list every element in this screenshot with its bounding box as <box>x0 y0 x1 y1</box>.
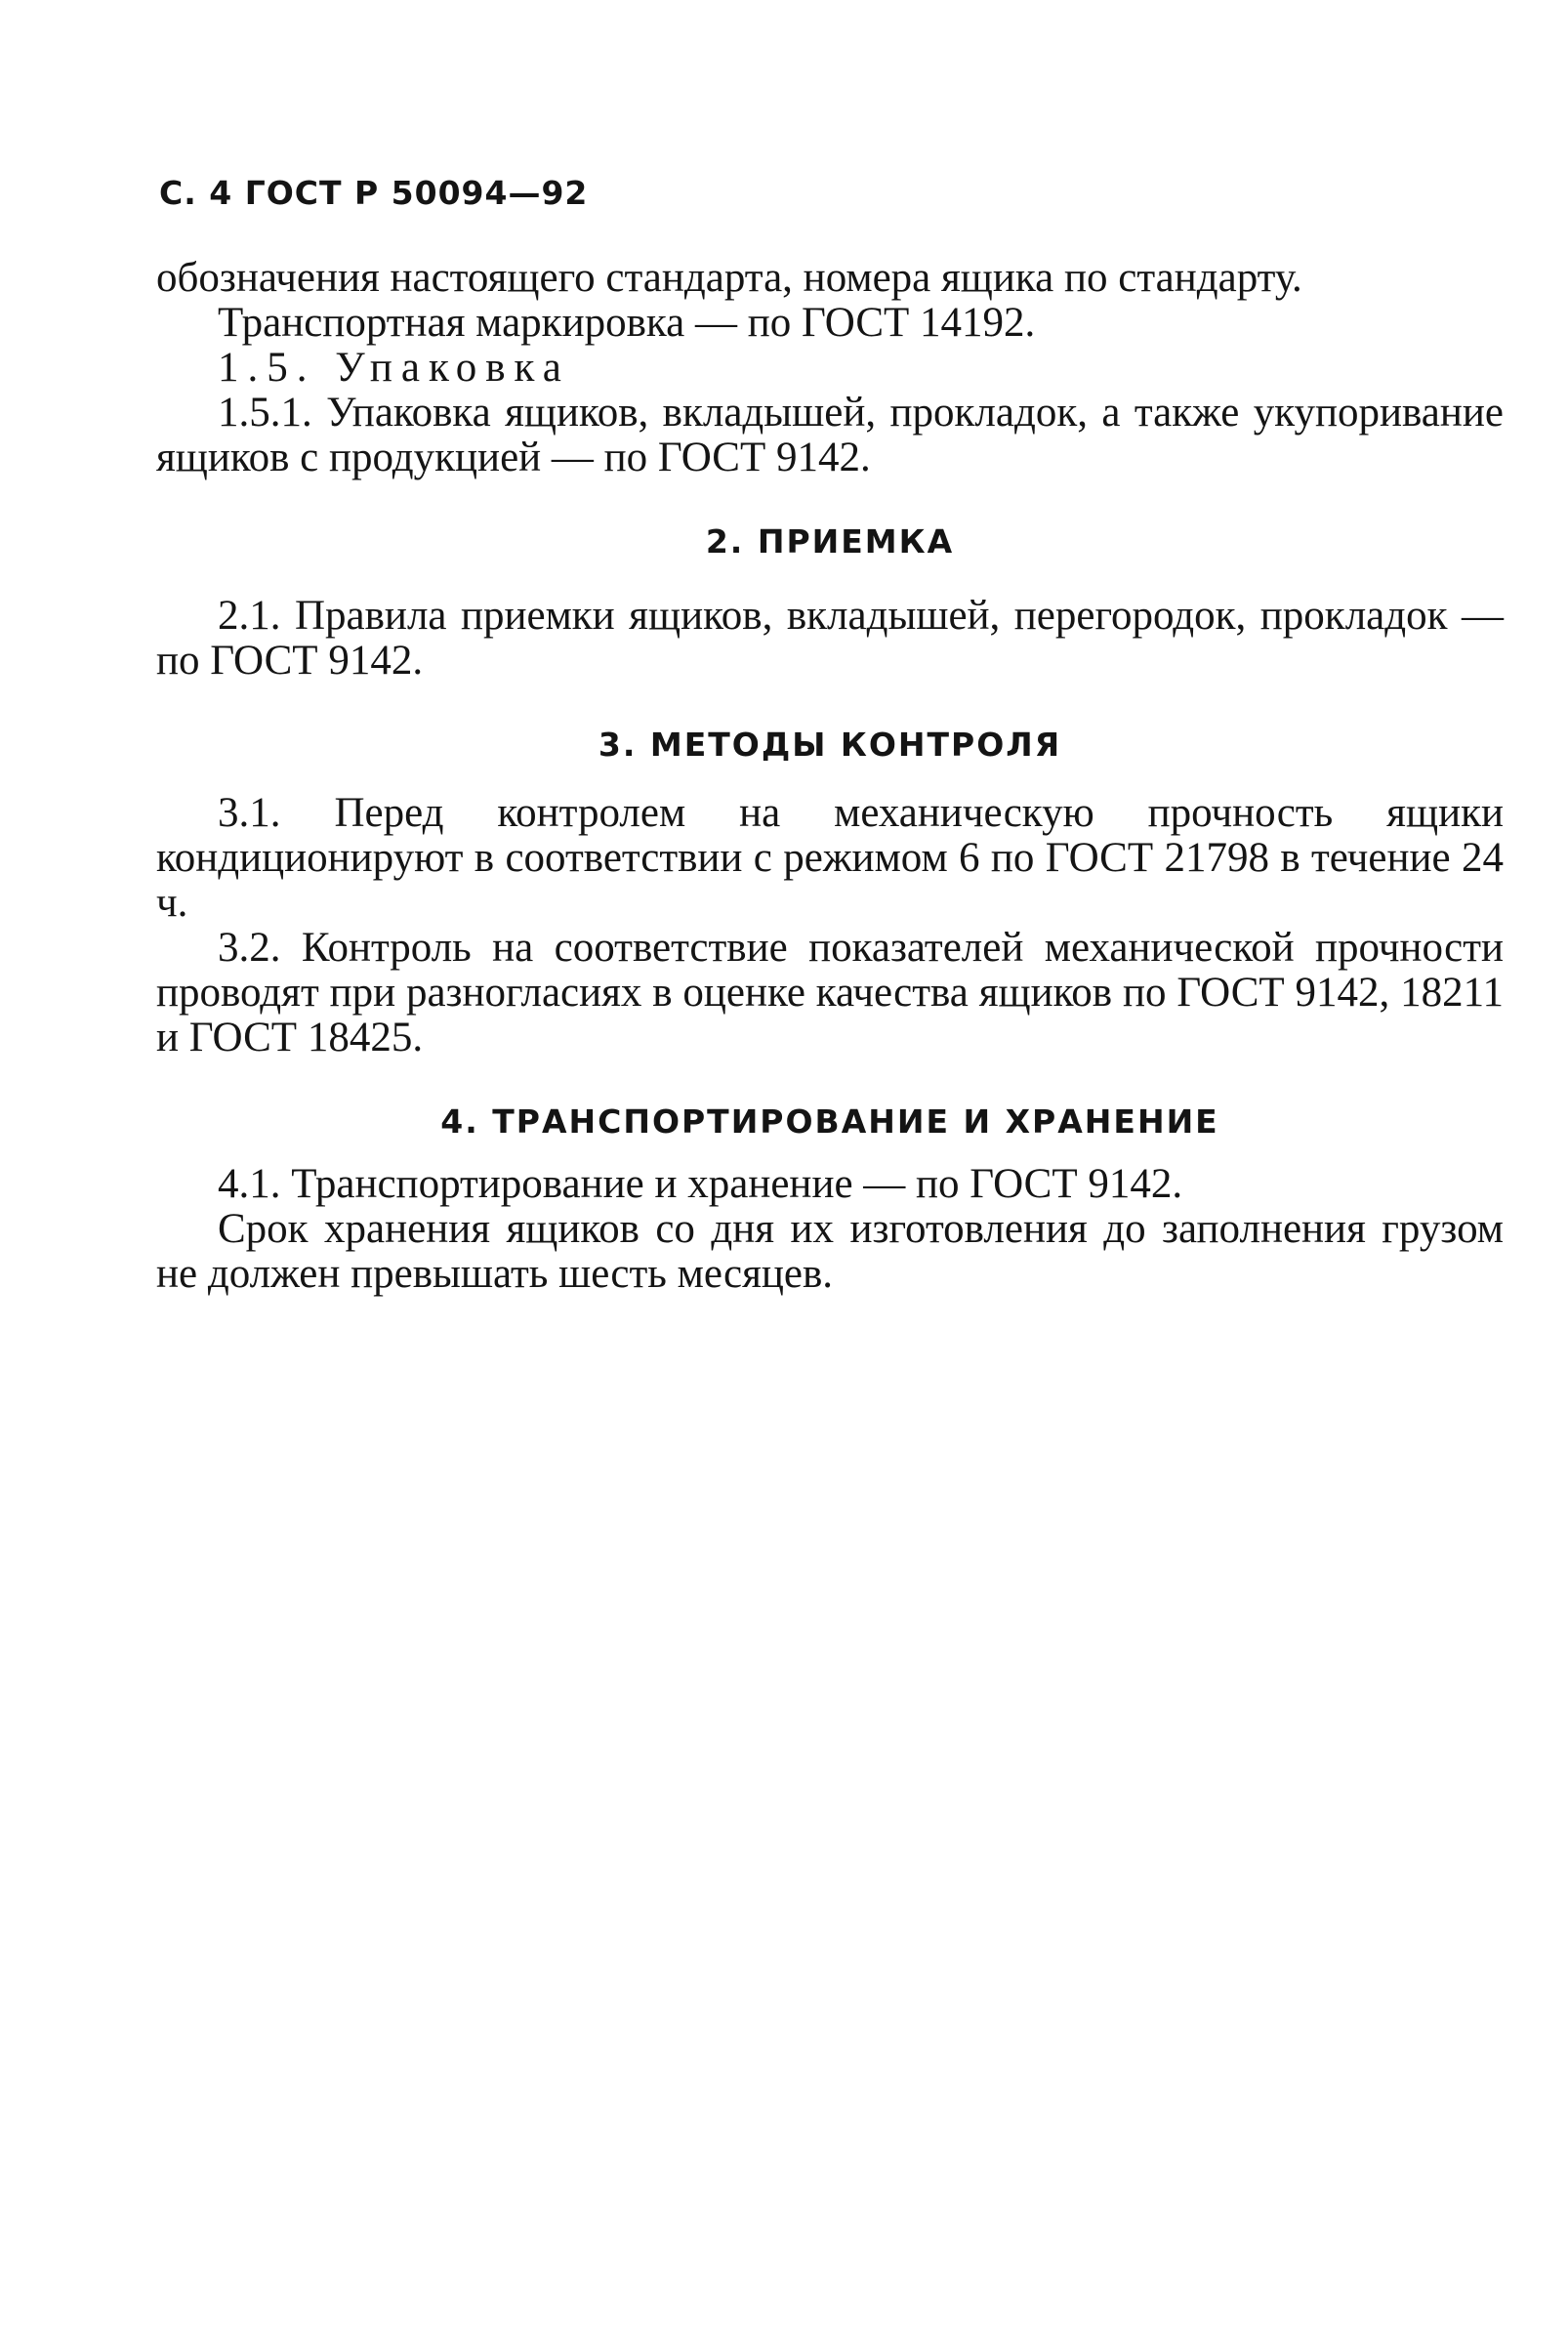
paragraph-3-1: 3.1. Перед контролем на механическую прочность ящики кондиционируют в соответствии с режимом 6 по ГОСТ 21798 в течение 24 ч. <box>156 790 1504 926</box>
paragraph-3-2: 3.2. Контроль на соответствие показателей механической прочности проводят при разногласиях в оценке качества ящиков по ГОСТ 9142, 18211 и ГОСТ 18425. <box>156 925 1504 1060</box>
paragraph-marking-continuation: обозначения настоящего стандарта, номера ящика по стандарту. <box>156 255 1302 301</box>
section-title-transport-storage: 4. ТРАНСПОРТИРОВАНИЕ И ХРАНЕНИЕ <box>440 1102 1219 1141</box>
paragraph-1-5-1: 1.5.1. Упаковка ящиков, вкладышей, прокладок, а также укупоривание ящиков с продукцией — по ГОСТ 9142. <box>156 390 1504 480</box>
paragraph-2-1: 2.1. Правила приемки ящиков, вкладышей, перегородок, прокладок — по ГОСТ 9142. <box>156 593 1504 684</box>
section-title-test-methods: 3. МЕТОДЫ КОНТРОЛЯ <box>598 726 1062 764</box>
subsection-heading-packaging: 1.5. Упаковка <box>218 345 570 391</box>
paragraph-transport-marking: Транспортная маркировка — по ГОСТ 14192. <box>218 300 1036 346</box>
document-body <box>156 256 1504 1297</box>
section-title-acceptance: 2. ПРИЕМКА <box>705 522 955 561</box>
paragraph-storage-term: Срок хранения ящиков со дня их изготовления до заполнения грузом не должен превышать шесть месяцев. <box>156 1206 1504 1297</box>
paragraph-4-1: 4.1. Транспортирование и хранение — по ГОСТ 9142. <box>218 1161 1183 1207</box>
page-header: С. 4 ГОСТ Р 50094—92 <box>159 174 589 212</box>
